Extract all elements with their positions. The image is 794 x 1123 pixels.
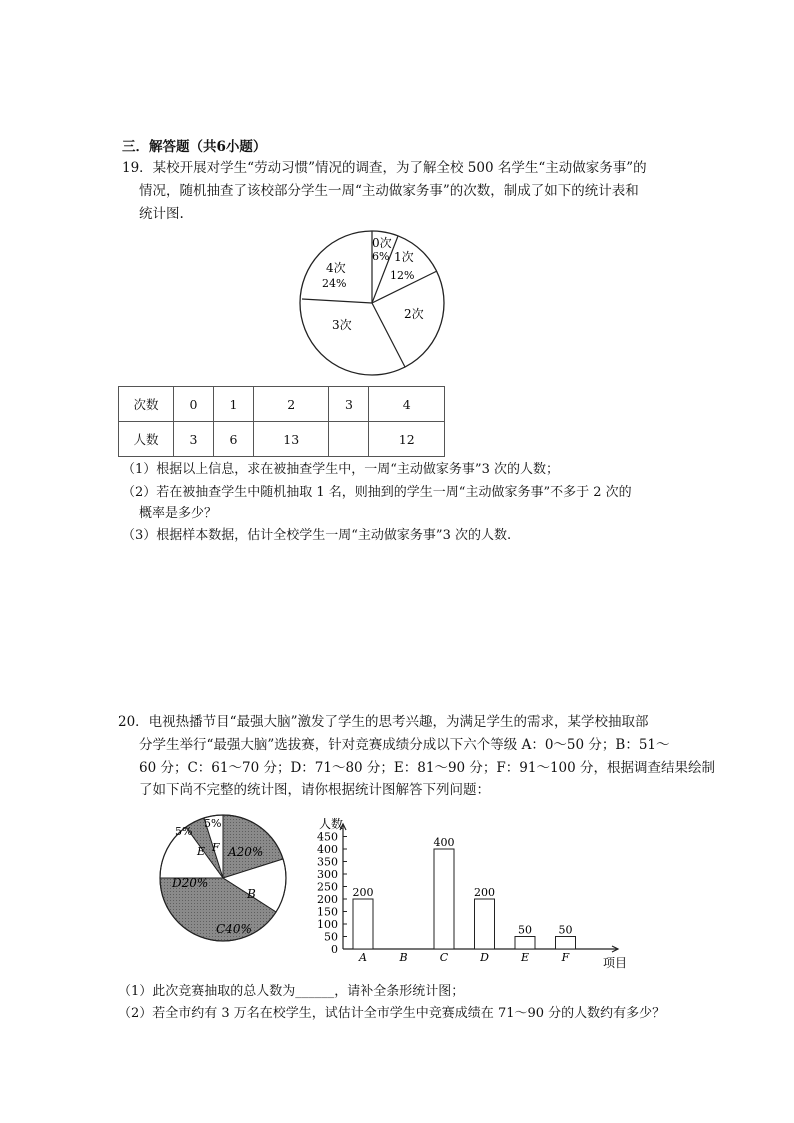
- q20-pie-label-f: F: [212, 841, 220, 854]
- y-tick-label: 50: [324, 930, 338, 944]
- q20-line-4: 了如下尚不完整的统计图，请你根据统计图解答下列问题：: [139, 782, 490, 798]
- x-tick-label-f: F: [561, 951, 570, 964]
- q19-pie-label-3: 3次: [332, 318, 352, 332]
- data-label-d: 200: [474, 886, 495, 899]
- q20-pie-label-b: B: [247, 887, 256, 901]
- x-tick-label-e: E: [520, 951, 530, 964]
- x-tick-label-b: B: [399, 951, 408, 964]
- q20-pie-label-a: A20%: [228, 845, 264, 859]
- q20-sub-2: （2）若全市约有 3 万名在校学生，试估计全市学生中竞赛成绩在 71～90 分的人数约有多少？: [118, 1006, 666, 1021]
- data-label-e: 50: [518, 923, 532, 937]
- table-cell: 6: [213, 422, 253, 457]
- x-tick-label-d: D: [480, 951, 489, 964]
- section-title: 三．解答题（共6小题）: [122, 139, 267, 155]
- table-cell: 12: [369, 422, 445, 457]
- bar-d: [475, 899, 495, 949]
- q19-sub-3: （3）根据样本数据，估计全校学生一周“主动做家务事”3 次的人数.: [122, 528, 512, 543]
- q19-pie-chart: [290, 224, 450, 384]
- y-axis-label: 人数: [319, 817, 344, 831]
- q19-pie-label-2: 2次: [404, 307, 424, 321]
- table-row-times: [119, 387, 445, 422]
- q19-line-3: 统计图.: [139, 206, 184, 222]
- table-cell: 1: [213, 387, 253, 422]
- q19-pie-pct-0: 6%: [372, 250, 390, 263]
- q19-line-1: 19．某校开展对学生“劳动习惯”情况的调查，为了解全校 500 名学生“主动做家务事”的: [122, 160, 647, 176]
- table-cell: [329, 422, 369, 457]
- q20-pie-label-c: C40%: [216, 922, 252, 936]
- q19-pie-pct-1: 12%: [390, 269, 415, 282]
- q19-pie-label-0: 0次: [372, 236, 392, 250]
- table-cell: 3: [329, 387, 369, 422]
- table-cell: 0: [174, 387, 214, 422]
- y-tick-label: 150: [317, 905, 338, 919]
- data-label-c: 400: [433, 836, 455, 849]
- q20-bar-chart: [300, 812, 640, 972]
- data-label-f: 50: [558, 923, 573, 937]
- data-label-a: 200: [352, 886, 374, 899]
- y-tick-label: 250: [317, 880, 338, 894]
- y-tick-label: 200: [317, 893, 338, 906]
- y-tick-label: 350: [317, 855, 338, 869]
- q19-sub-2a: （2）若在被抽查学生中随机抽取 1 名，则抽到的学生一周“主动做家务事”不多于 2 次的: [122, 485, 632, 500]
- q19-pie-label-4: 4次: [326, 261, 346, 275]
- q19-stat-table: [118, 386, 445, 457]
- y-tick-label: 100: [317, 918, 338, 931]
- y-tick-label: 400: [317, 843, 338, 856]
- bar-a: [353, 899, 373, 949]
- bar-c: [434, 849, 454, 949]
- q20-pie-label-e: E: [197, 845, 206, 858]
- y-tick-label: 300: [317, 868, 338, 881]
- q20-line-1: 20．电视热播节目“最强大脑”激发了学生的思考兴趣，为满足学生的需求，某学校抽取部: [118, 714, 649, 730]
- q20-pie-pct-e: 5%: [175, 825, 193, 838]
- q20-line-2: 分学生举行“最强大脑”选拔赛，针对竞赛成绩分成以下六个等级 A：0～50 分；B：51～: [139, 737, 670, 753]
- x-tick-label-c: C: [439, 951, 449, 964]
- q20-pie-label-d: D20%: [172, 876, 209, 890]
- q19-line-2: 情况，随机抽查了该校部分学生一周“主动做家务事”的次数，制成了如下的统计表和: [139, 183, 639, 199]
- q20-sub-1: （1）此次竞赛抽取的总人数为______，请补全条形统计图；: [118, 984, 465, 999]
- table-cell: 13: [253, 422, 329, 457]
- table-cell: 3: [174, 422, 214, 457]
- y-tick-label: 450: [317, 830, 338, 844]
- y-tick-label: 0: [331, 943, 338, 956]
- q20-pie-chart: [155, 810, 295, 960]
- q19-sub-2b: 概率是多少？: [139, 506, 218, 521]
- table-row-people: [119, 422, 445, 457]
- bar-e: [515, 937, 535, 950]
- table-cell: 2: [253, 387, 329, 422]
- x-axis-label: 项目: [603, 956, 628, 970]
- q20-line-3: 60 分；C：61～70 分；D：71～80 分；E：81～90 分；F：91～100 分，根据调查结果绘制: [139, 760, 716, 776]
- table-cell: 次数: [119, 387, 174, 422]
- q19-sub-1: （1）根据以上信息，求在被抽查学生中，一周“主动做家务事”3 次的人数；: [122, 462, 559, 477]
- x-tick-label-a: A: [359, 951, 367, 964]
- q20-pie-pct-f: 5%: [204, 817, 222, 830]
- q19-pie-label-1: 1次: [394, 250, 414, 264]
- bar-f: [556, 937, 576, 950]
- table-cell: 人数: [119, 422, 174, 457]
- q19-pie-pct-4: 24%: [322, 277, 347, 290]
- table-cell: 4: [369, 387, 445, 422]
